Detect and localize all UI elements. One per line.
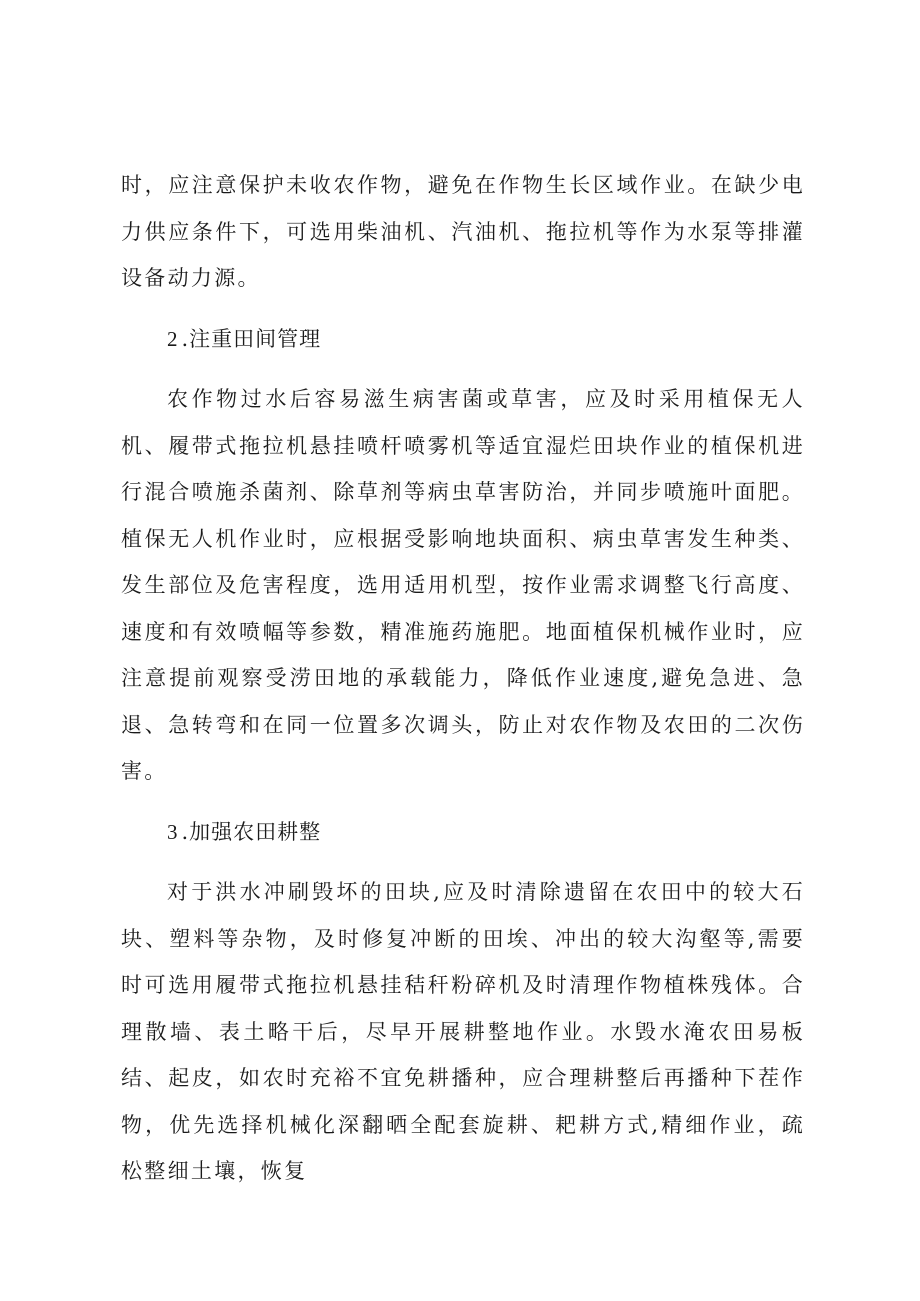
document-body (121, 162, 805, 1195)
paragraph-field-management: 农作物过水后容易滋生病害菌或草害，应及时采用植保无人机、履带式拖拉机悬挂喷杆喷雾机等适宜湿烂田块作业的植保机进行混合喷施杀菌剂、除草剂等病虫草害防治，并同步喷施叶面肥。植保无人机作业时，应根据受影响地块面积、病虫草害发生种类、发生部位及危害程度，选用适用机型，按作业需求调整飞行高度、速度和有效喷幅等参数，精准施药施肥。地面植保机械作业时，应注意提前观察受涝田地的承载能力，降低作业速度,避免急进、急退、急转弯和在同一位置多次调头，防止对农作物及农田的二次伤害。 (121, 387, 805, 783)
section-number: 2 (167, 326, 178, 351)
section-heading-3 (121, 795, 805, 870)
paragraph-farmland-tillage: 对于洪水冲刷毁坏的田块,应及时清除遗留在农田中的较大石块、塑料等杂物，及时修复冲断的田埃、冲出的较大沟壑等,需要时可选用履带式拖拉机悬挂秸秆粉碎机及时清理作物植株残体。合理散墙、表土略干后，尽早开展耕整地作业。水毁水淹农田易板结、起皮，如农时充裕不宜免耕播种，应合理耕整后再播种下茬作物，优先选择机械化深翻晒全配套旋耕、耙耕方式,精细作业，疏松整细土壤，恢复 (121, 880, 805, 1183)
section-title: .加强农田耕整 (181, 819, 322, 844)
section-heading-2 (121, 302, 805, 377)
section-title: .注重田间管理 (181, 326, 322, 351)
section-number: 3 (167, 819, 178, 844)
paragraph-continuation: 时，应注意保护未收农作物，避免在作物生长区域作业。在缺少电力供应条件下，可选用柴油机、汽油机、拖拉机等作为水泵等排灌设备动力源。 (121, 173, 805, 290)
